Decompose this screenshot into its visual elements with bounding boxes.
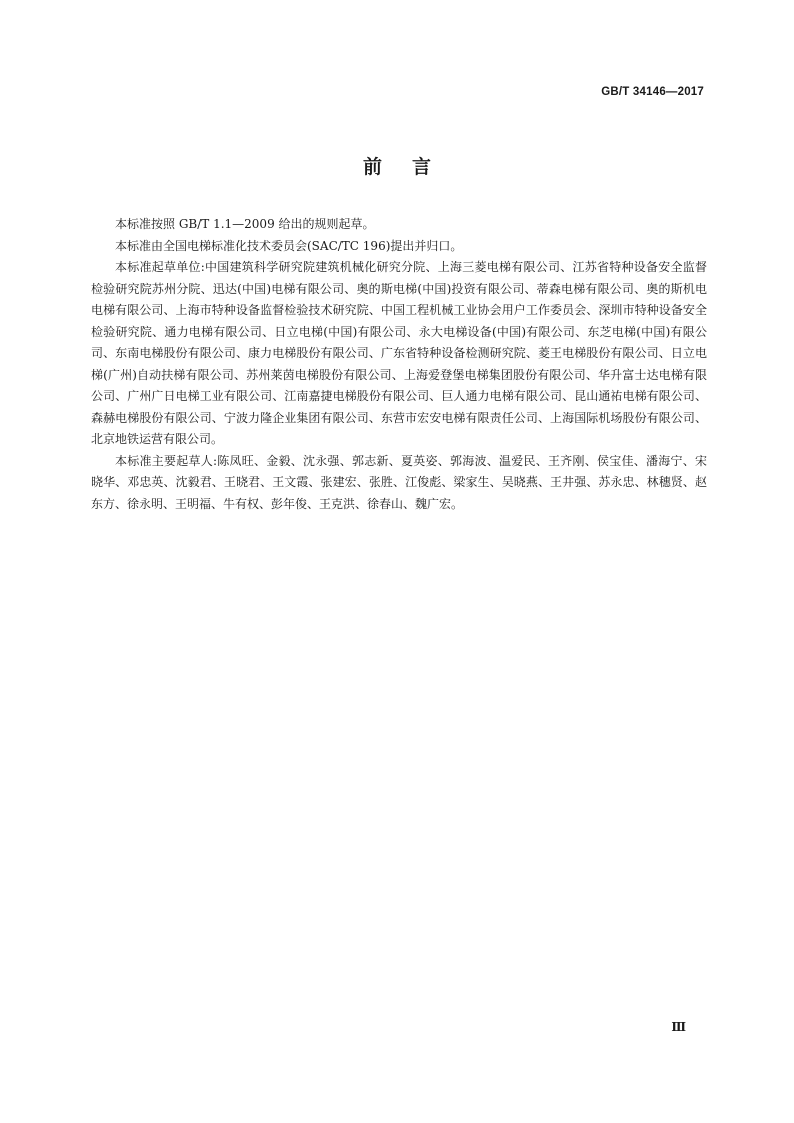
paragraph-drafters: 本标准主要起草人:陈凤旺、金毅、沈永强、郭志新、夏英姿、郭海波、温爱民、王齐刚、侯宝佳、潘海宁、宋晓华、邓忠英、沈毅君、王晓君、王文霞、张建宏、张胜、江俊彪、梁家生、吴晓燕、王井强、苏永忠、林穗贤、赵东方、徐永明、王明福、牛有权、彭年俊、王克洪、徐春山、魏广宏。 <box>91 453 707 511</box>
page-number: Ⅲ <box>671 1020 686 1034</box>
page-title: 前言 <box>362 156 461 178</box>
paragraph-drafting-rules: 本标准按照 GB/T 1.1—2009 给出的规则起草。 <box>115 217 375 231</box>
paragraph-proposer: 本标准由全国电梯标准化技术委员会(SAC/TC 196)提出并归口。 <box>115 238 463 253</box>
foreword-body <box>91 214 707 515</box>
paragraph-drafting-units: 本标准起草单位:中国建筑科学研究院建筑机械化研究分院、上海三菱电梯有限公司、江苏省特种设备安全监督检验研究院苏州分院、迅达(中国)电梯有限公司、奥的斯电梯(中国)投资有限公司、蒂森电梯有限公司、奥的斯机电电梯有限公司、上海市特种设备监督检验技术研究院、中国工程机械工业协会用户工作委员会、深圳市特种设备安全检验研究院、通力电梯有限公司、日立电梯(中国)有限公司、永大电梯设备(中国)有限公司、东芝电梯(中国)有限公司、东南电梯股份有限公司、康力电梯股份有限公司、广东省特种设备检测研究院、菱王电梯股份有限公司、日立电梯(广州)自动扶梯有限公司、苏州莱茵电梯股份有限公司、上海爱登堡电梯集团股份有限公司、华升富士达电梯有限公司、广州广日电梯工业有限公司、江南嘉捷电梯股份有限公司、巨人通力电梯有限公司、昆山通祐电梯有限公司、森赫电梯股份有限公司、宁波力隆企业集团有限公司、东营市宏安电梯有限责任公司、上海国际机场股份有限公司、北京地铁运营有限公司。 <box>91 260 707 446</box>
standard-number-header: GB/T 34146—2017 <box>601 86 704 98</box>
